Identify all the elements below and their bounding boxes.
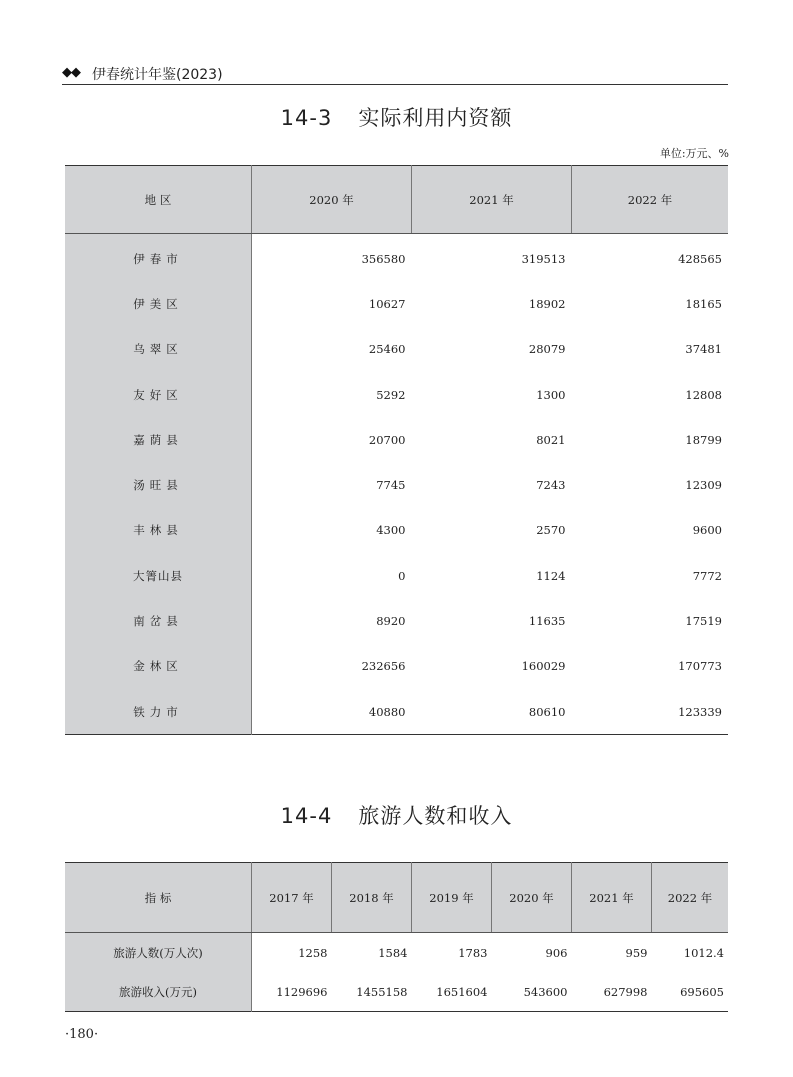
table1-header-2021: 2021 年 xyxy=(412,166,572,234)
value-cell: 7243 xyxy=(536,478,566,493)
table-row xyxy=(65,281,728,326)
table-row xyxy=(65,598,728,643)
value-cell: 40880 xyxy=(252,689,412,735)
table-row xyxy=(65,417,728,462)
value-cell: 5292 xyxy=(252,372,412,417)
value-cell: 8920 xyxy=(252,598,412,643)
table-row xyxy=(65,644,728,689)
region-cell: 汤旺县 xyxy=(65,462,252,507)
region-cell: 伊春市 xyxy=(65,234,252,282)
value-cell: 18902 xyxy=(528,296,566,311)
value-cell: 695605 xyxy=(680,984,724,999)
value-cell: 1129696 xyxy=(252,972,332,1012)
value-cell: 232656 xyxy=(252,644,412,689)
value-cell: 10627 xyxy=(252,281,412,326)
value-cell: 543600 xyxy=(523,984,568,999)
value-cell: 319513 xyxy=(521,251,566,266)
table2-header-row xyxy=(65,863,728,933)
running-header xyxy=(62,62,728,85)
running-header-title: 伊春统计年鉴(2023) xyxy=(92,67,223,83)
table2-header-2017: 2017 年 xyxy=(252,863,332,933)
value-cell: 1584 xyxy=(378,945,408,960)
table2-header-2022: 2022 年 xyxy=(652,863,729,933)
value-cell: 12309 xyxy=(685,478,722,493)
table2-header-2020: 2020 年 xyxy=(492,863,572,933)
value-cell: 18799 xyxy=(685,432,722,447)
table-row xyxy=(65,372,728,417)
region-cell: 丰林县 xyxy=(65,508,252,553)
value-cell: 1651604 xyxy=(436,984,488,999)
region-cell: 铁力市 xyxy=(65,689,252,735)
table2-name: 旅游人数和收入 xyxy=(358,804,513,828)
table-row xyxy=(65,933,728,973)
value-cell: 37481 xyxy=(685,342,722,357)
value-cell: 80610 xyxy=(528,704,566,719)
table2 xyxy=(65,862,728,1012)
value-cell: 18165 xyxy=(685,296,722,311)
value-cell: 17519 xyxy=(685,614,722,629)
table1-header-row xyxy=(65,166,728,234)
region-cell: 金林区 xyxy=(65,644,252,689)
table-row xyxy=(65,553,728,598)
value-cell: 0 xyxy=(252,553,412,598)
table1-header-2022: 2022 年 xyxy=(572,166,729,234)
table1-unit: 单位:万元、% xyxy=(659,147,729,160)
table1-name: 实际利用内资额 xyxy=(358,106,513,130)
region-cell: 嘉荫县 xyxy=(65,417,252,462)
value-cell: 1300 xyxy=(536,387,566,402)
value-cell: 20700 xyxy=(252,417,412,462)
region-cell: 南岔县 xyxy=(65,598,252,643)
table2-title xyxy=(0,800,793,830)
page-number: ·180· xyxy=(65,1027,99,1042)
value-cell: 7772 xyxy=(692,568,722,583)
value-cell: 959 xyxy=(625,945,648,960)
indicator-cell: 旅游收入(万元) xyxy=(65,972,252,1012)
value-cell: 428565 xyxy=(678,251,722,266)
value-cell: 12808 xyxy=(685,387,722,402)
value-cell: 8021 xyxy=(536,432,566,447)
table-row xyxy=(65,508,728,553)
value-cell: 9600 xyxy=(692,523,722,538)
value-cell: 2570 xyxy=(536,523,566,538)
value-cell: 1783 xyxy=(458,945,488,960)
table1-title xyxy=(0,102,793,132)
table1-header-2020: 2020 年 xyxy=(252,166,412,234)
table2-header-2018: 2018 年 xyxy=(332,863,412,933)
table-row xyxy=(65,972,728,1012)
diamond-marker-icon: ◆◆ xyxy=(62,65,80,80)
value-cell: 4300 xyxy=(252,508,412,553)
table2-header-2021: 2021 年 xyxy=(572,863,652,933)
region-cell: 友好区 xyxy=(65,372,252,417)
table2-header-2019: 2019 年 xyxy=(412,863,492,933)
value-cell: 25460 xyxy=(252,327,412,372)
table-row xyxy=(65,234,728,282)
region-cell: 大箐山县 xyxy=(65,553,252,598)
table-row xyxy=(65,327,728,372)
value-cell: 1124 xyxy=(536,568,566,583)
indicator-cell: 旅游人数(万人次) xyxy=(65,933,252,973)
table1-number: 14-3 xyxy=(280,106,333,130)
table1 xyxy=(65,165,728,735)
value-cell: 1012.4 xyxy=(683,945,724,960)
value-cell: 28079 xyxy=(528,342,566,357)
value-cell: 160029 xyxy=(521,659,566,674)
value-cell: 11635 xyxy=(528,614,566,629)
value-cell: 170773 xyxy=(678,659,722,674)
value-cell: 123339 xyxy=(678,704,722,719)
value-cell: 356580 xyxy=(252,234,412,282)
table1-header-region: 地 区 xyxy=(65,166,252,234)
table-row xyxy=(65,462,728,507)
table-row xyxy=(65,689,728,735)
table2-header-indicator: 指 标 xyxy=(65,863,252,933)
value-cell: 906 xyxy=(545,945,568,960)
table2-number: 14-4 xyxy=(280,804,333,828)
value-cell: 7745 xyxy=(252,462,412,507)
value-cell: 627998 xyxy=(603,984,648,999)
value-cell: 1258 xyxy=(252,933,332,973)
value-cell: 1455158 xyxy=(356,984,408,999)
region-cell: 乌翠区 xyxy=(65,327,252,372)
region-cell: 伊美区 xyxy=(65,281,252,326)
